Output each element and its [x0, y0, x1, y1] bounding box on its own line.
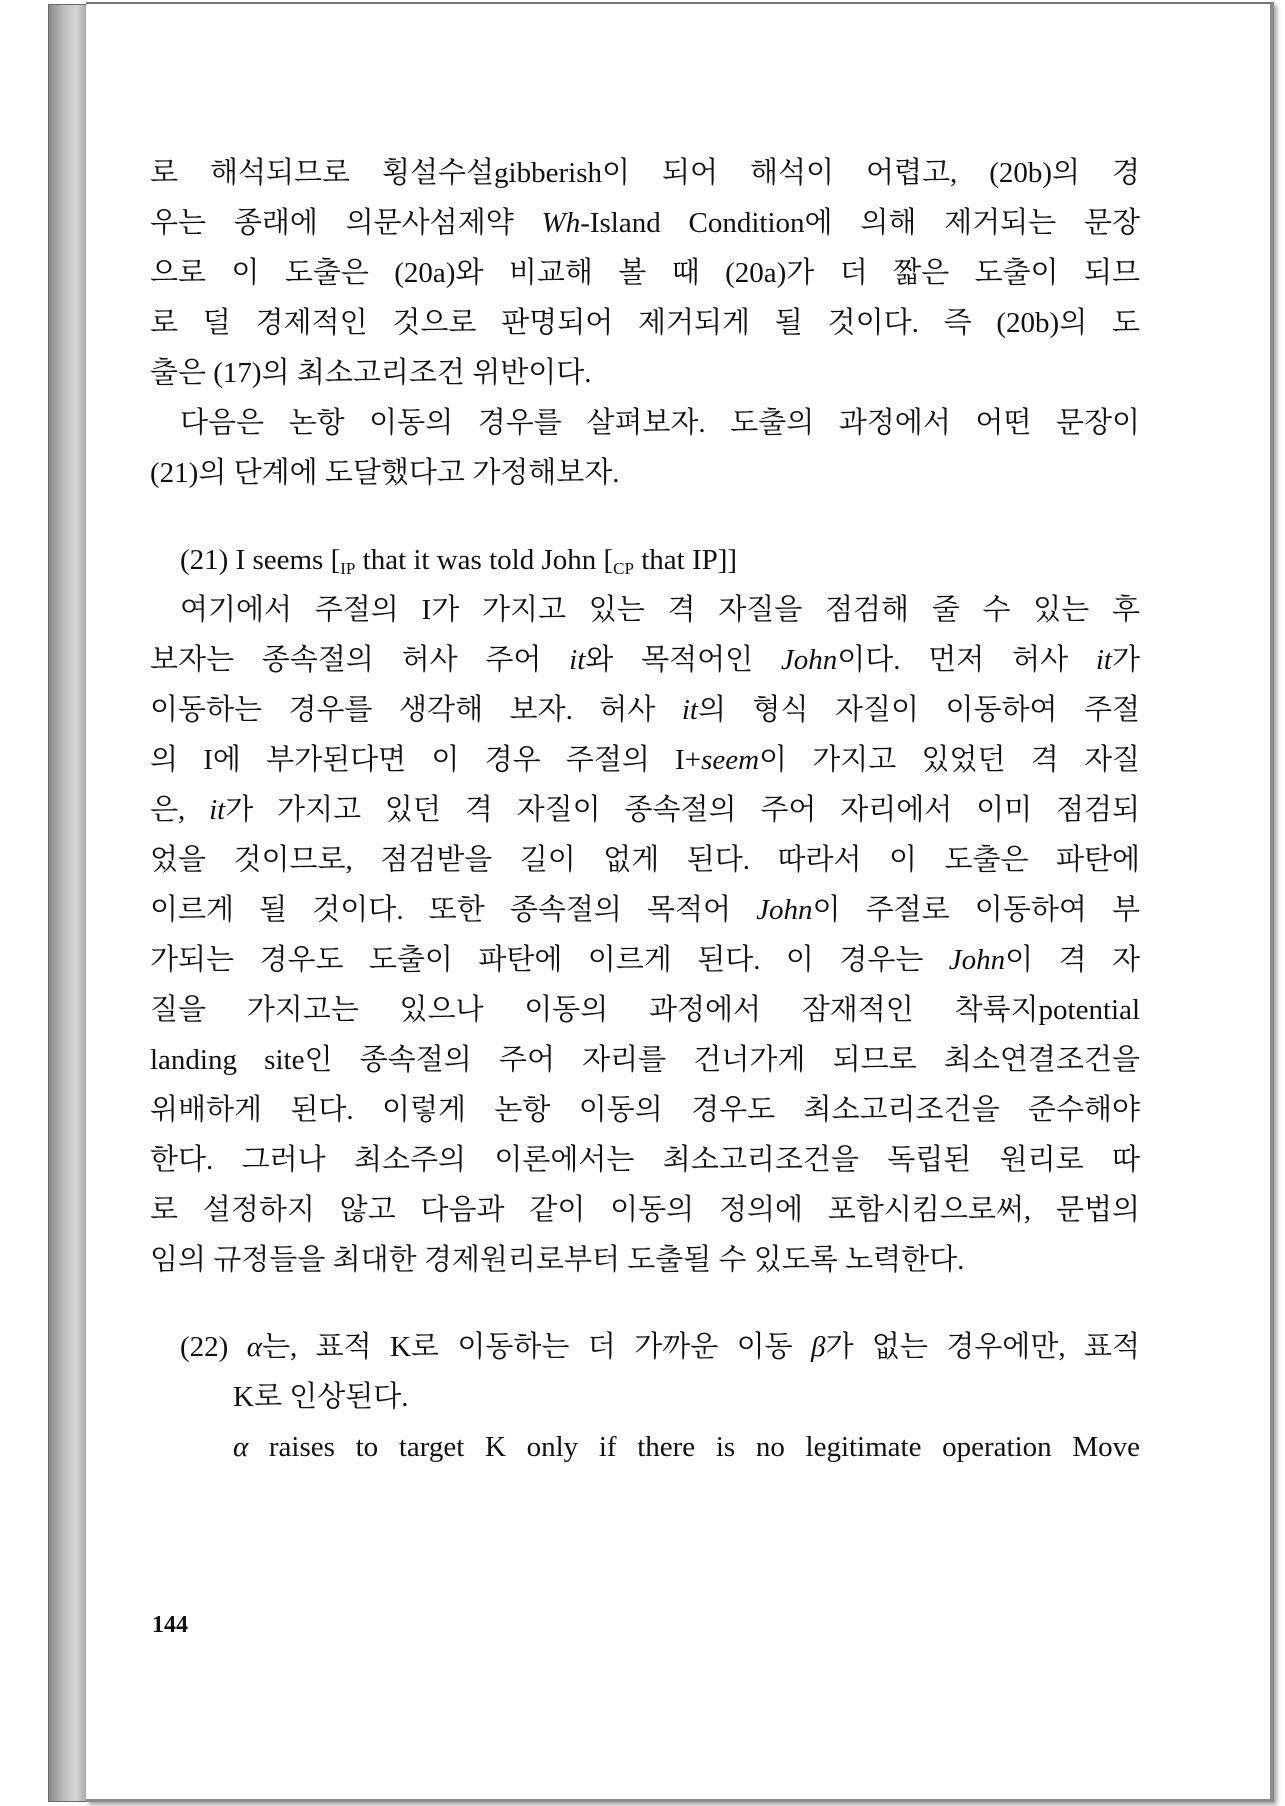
text-line: [150, 298, 1140, 348]
text-span: 와 목적어인: [585, 644, 781, 676]
text-span: 여기에서 주절의 I가 가지고 있는 격 자질을 점검해 줄 수 있는 후: [180, 594, 1140, 626]
text-line: [150, 685, 1140, 735]
text-span: 이 주절로 이동하여 부: [812, 894, 1140, 926]
italic-term: Wh: [541, 207, 581, 239]
text-span: that it was told John [: [355, 544, 614, 576]
example-21: [150, 535, 1140, 585]
text-line: [150, 635, 1140, 685]
text-span: 의 I에 부가된다면 이 경우 주절의 I+: [150, 744, 702, 776]
text-span: 가 가지고 있던 격 자질이 종속절의 주어 자리에서 이미 점검되: [225, 794, 1140, 826]
example-22: [150, 1322, 1140, 1472]
text-span: 가되는 경우도 도출이 파탄에 이르게 된다. 이 경우는: [150, 944, 949, 976]
text-span: 우는 종래에 의문사섬제약: [150, 207, 514, 239]
text-line: [150, 1085, 1140, 1135]
greek-symbol: α: [246, 1331, 262, 1363]
subscript-label: IP: [340, 559, 356, 578]
italic-term: it: [569, 644, 586, 676]
text-span: 었을 것이므로, 점검받을 길이 없게 된다. 따라서 이 도출은 파탄에: [150, 844, 1140, 876]
italic-term: seem: [701, 744, 760, 776]
text-span: 이 격 자: [1005, 944, 1141, 976]
text-line: [150, 935, 1140, 985]
greek-symbol: α: [233, 1431, 249, 1463]
text-line: [180, 1372, 1140, 1422]
text-span: 가: [1111, 644, 1140, 676]
text-line: [150, 585, 1140, 635]
text-line: [150, 735, 1140, 785]
italic-term: John: [948, 944, 1006, 976]
text-line: [150, 198, 1140, 248]
text-span: 이 가지고 있었던 격 자질: [759, 744, 1140, 776]
paragraph-2: [150, 398, 1140, 498]
text-span: 보자는 종속절의 허사 주어: [150, 644, 570, 676]
text-span: 의 형식 자질이 이동하여 주절: [697, 694, 1140, 726]
text-span: 이다. 먼저 허사: [837, 644, 1096, 676]
text-line: [150, 1035, 1140, 1085]
text-line: [150, 1235, 1140, 1285]
text-line: [150, 785, 1140, 835]
text-line: [150, 348, 1140, 398]
text-span: 으로 이 도출은 (20a)와 비교해 볼 때 (20a)가 더 짧은 도출이 되므: [150, 257, 1140, 289]
subscript-label: CP: [613, 559, 634, 578]
text-span: (21) I seems [: [180, 544, 341, 576]
text-span: 로 설정하지 않고 다음과 같이 이동의 정의에 포함시킴으로써, 문법의: [150, 1194, 1140, 1226]
text-line: [180, 1422, 1140, 1472]
text-span: 이르게 될 것이다. 또한 종속절의 목적어: [150, 894, 757, 926]
text-span: raises to target K only if there is no legitimate operation Move: [248, 1431, 1140, 1463]
text-span: 로 덜 경제적인 것으로 판명되어 제거되게 될 것이다. 즉 (20b)의 도: [150, 307, 1140, 339]
text-span: 가 없는 경우에만, 표적: [825, 1331, 1140, 1363]
book-spine: [48, 4, 88, 1802]
text-span: 한다. 그러나 최소주의 이론에서는 최소고리조건을 독립된 원리로 따: [150, 1144, 1140, 1176]
paragraph-1: [150, 148, 1140, 398]
text-line: [150, 885, 1140, 935]
text-line: [150, 985, 1140, 1035]
text-line: [150, 448, 1140, 498]
page-body: [150, 148, 1140, 1472]
italic-term: John: [780, 644, 838, 676]
example-number: (22): [180, 1331, 247, 1363]
text-span: 로 해석되므로 횡설수설gibberish이 되어 해석이 어렵고, (20b)의 경: [150, 157, 1140, 189]
text-span: 이동하는 경우를 생각해 보자. 허사: [150, 694, 682, 726]
paragraph-3: [150, 585, 1140, 1285]
text-line: [150, 835, 1140, 885]
italic-term: it: [681, 694, 698, 726]
text-line: [180, 1322, 1140, 1372]
text-span: 질을 가지고는 있으나 이동의 과정에서 잠재적인 착륙지potential: [150, 994, 1140, 1026]
text-span: landing site인 종속절의 주어 자리를 건너가게 되므로 최소연결조건을: [150, 1044, 1140, 1076]
text-span: 는, 표적 K로 이동하는 더 가까운 이동: [261, 1331, 812, 1363]
italic-term: it: [209, 794, 226, 826]
text-line: [150, 148, 1140, 198]
text-span: 다음은 논항 이동의 경우를 살펴보자. 도출의 과정에서 어떤 문장이: [180, 407, 1140, 439]
text-line: [150, 398, 1140, 448]
text-span: -Island Condition에 의해 제거되는 문장: [580, 207, 1141, 239]
italic-term: John: [756, 894, 813, 926]
greek-symbol: β: [811, 1331, 826, 1363]
text-line: [150, 248, 1140, 298]
page-number: 144: [152, 1612, 188, 1638]
text-span: 출은 (17)의 최소고리조건 위반이다.: [150, 357, 592, 389]
text-span: K로 인상된다.: [233, 1381, 409, 1413]
text-span: that IP]]: [633, 544, 738, 576]
text-span: 은,: [150, 794, 210, 826]
text-span: (21)의 단계에 도달했다고 가정해보자.: [150, 457, 620, 489]
text-line: [150, 1185, 1140, 1235]
text-span: 위배하게 된다. 이렇게 논항 이동의 경우도 최소고리조건을 준수해야: [150, 1094, 1140, 1126]
text-span: 임의 규정들을 최대한 경제원리로부터 도출될 수 있도록 노력한다.: [150, 1244, 965, 1276]
text-line: [150, 1135, 1140, 1185]
italic-term: it: [1095, 644, 1112, 676]
